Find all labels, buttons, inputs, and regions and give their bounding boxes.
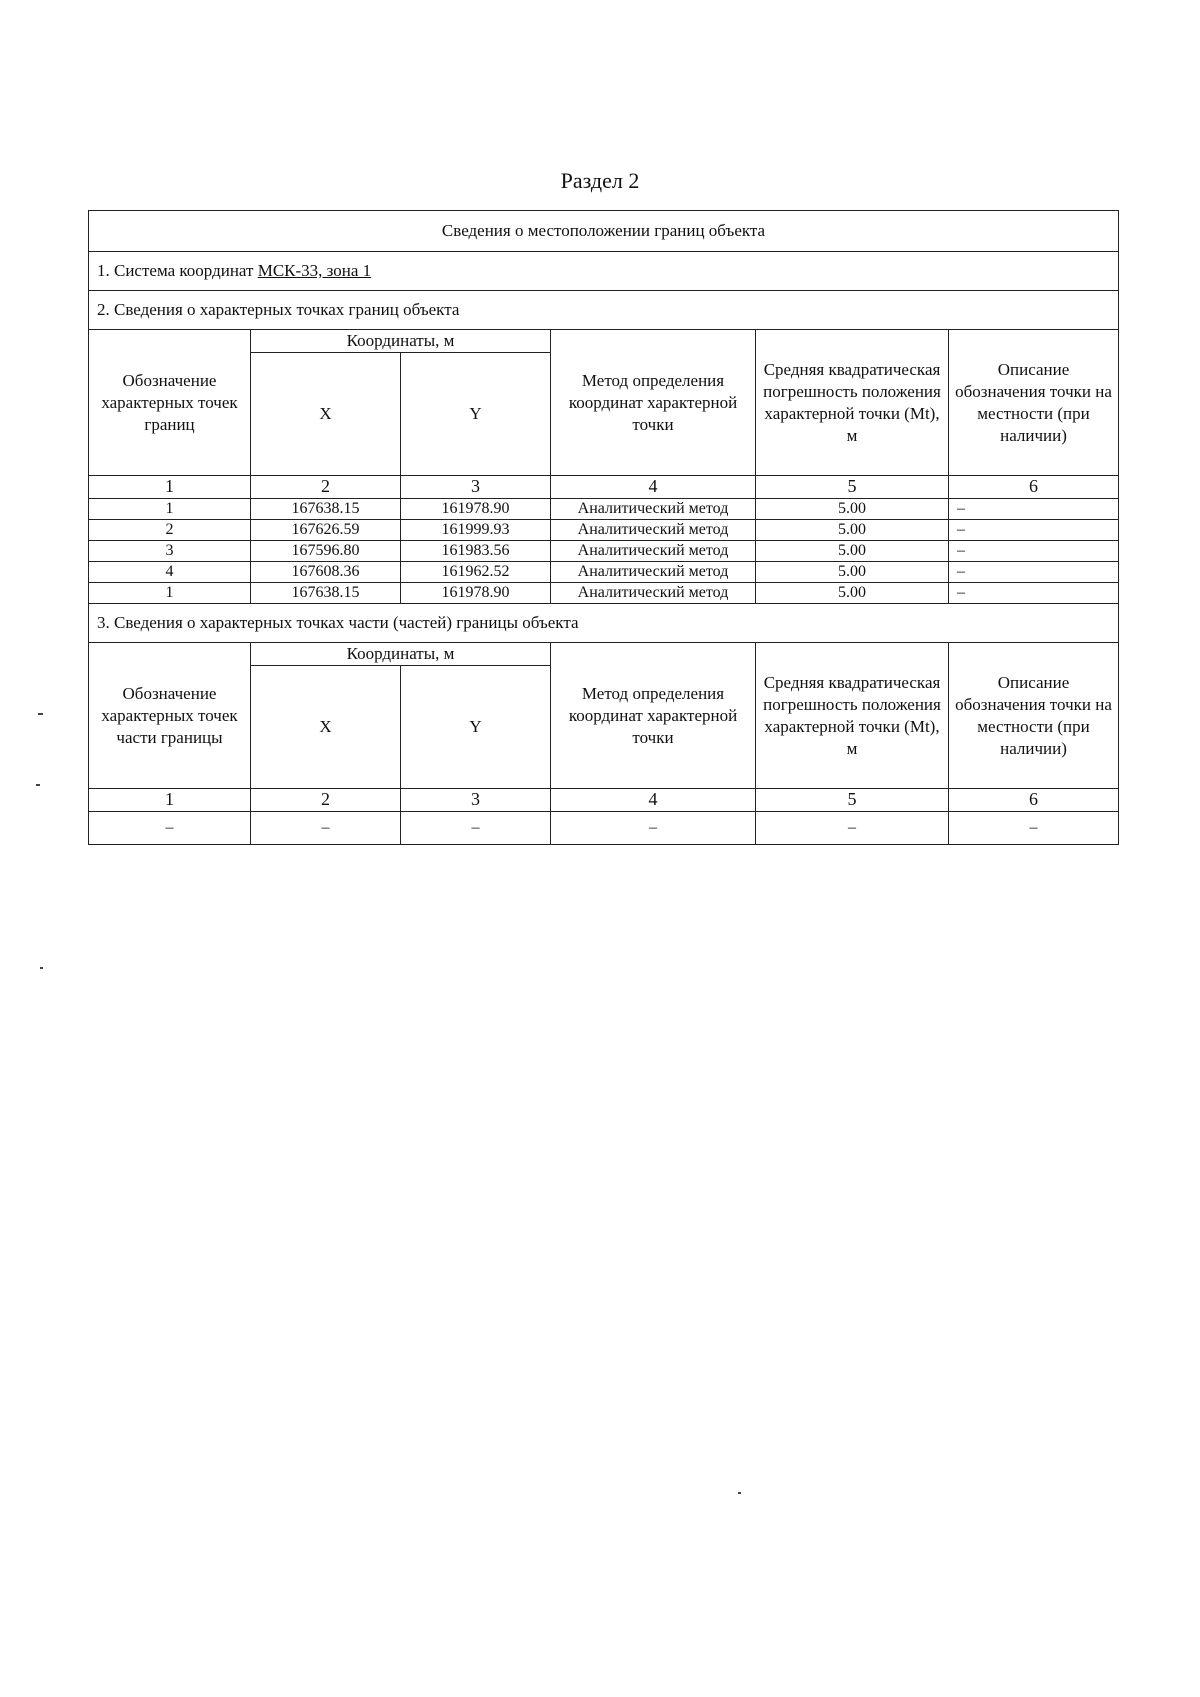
description-cell: – [949, 812, 1119, 845]
header-error: Средняя квадратическая погрешность положения характерной точки (Mt), м [756, 330, 949, 476]
error-cell: 5.00 [756, 583, 949, 604]
point-cell: 3 [89, 541, 251, 562]
boundary-points-heading-row [89, 291, 1119, 330]
header-x: X [251, 666, 401, 789]
x-cell: – [251, 812, 401, 845]
header-coords: Координаты, м [251, 643, 551, 666]
coord-system-label: 1. Система координат [97, 260, 254, 280]
header-y: Y [401, 353, 551, 476]
column-numbers-row [89, 476, 1119, 499]
header-error: Средняя квадратическая погрешность положения характерной точки (Mt), м [756, 643, 949, 789]
column-number: 3 [401, 476, 551, 499]
method-cell: Аналитический метод [551, 499, 756, 520]
column-number: 5 [756, 476, 949, 499]
error-cell: 5.00 [756, 520, 949, 541]
table-row [89, 499, 1119, 520]
x-cell: 167626.59 [251, 520, 401, 541]
description-cell: – [949, 499, 1119, 520]
error-cell: – [756, 812, 949, 845]
x-cell: 167638.15 [251, 499, 401, 520]
error-cell: 5.00 [756, 541, 949, 562]
header-y: Y [401, 666, 551, 789]
header-method: Метод определения координат характерной точки [551, 330, 756, 476]
description-cell: – [949, 562, 1119, 583]
y-cell: 161978.90 [401, 583, 551, 604]
table-title-row [89, 211, 1119, 252]
column-number: 4 [551, 789, 756, 812]
x-cell: 167608.36 [251, 562, 401, 583]
error-cell: 5.00 [756, 562, 949, 583]
error-cell: 5.00 [756, 499, 949, 520]
column-number: 1 [89, 476, 251, 499]
description-cell: – [949, 541, 1119, 562]
coord-system-row [89, 252, 1119, 291]
section-title: Раздел 2 [560, 168, 640, 193]
y-cell: 161962.52 [401, 562, 551, 583]
column-number: 2 [251, 476, 401, 499]
point-cell: 2 [89, 520, 251, 541]
column-number: 3 [401, 789, 551, 812]
point-cell: 4 [89, 562, 251, 583]
method-cell: Аналитический метод [551, 541, 756, 562]
header-method: Метод определения координат характерной точки [551, 643, 756, 789]
point-cell: – [89, 812, 251, 845]
column-number: 6 [949, 789, 1119, 812]
x-cell: 167596.80 [251, 541, 401, 562]
y-cell: 161978.90 [401, 499, 551, 520]
boundary-info-table [88, 210, 1119, 845]
column-number: 6 [949, 476, 1119, 499]
header-designation: Обозначение характерных точек границ [89, 330, 251, 476]
method-cell: Аналитический метод [551, 583, 756, 604]
header-coords: Координаты, м [251, 330, 551, 353]
description-cell: – [949, 583, 1119, 604]
header-x: X [251, 353, 401, 476]
y-cell: 161999.93 [401, 520, 551, 541]
header-description: Описание обозначения точки на местности (при наличии) [949, 330, 1119, 476]
method-cell: Аналитический метод [551, 520, 756, 541]
column-number: 5 [756, 789, 949, 812]
column-number: 1 [89, 789, 251, 812]
description-cell: – [949, 520, 1119, 541]
part-boundary-heading: 3. Сведения о характерных точках части (частей) границы объекта [89, 604, 1119, 643]
table-title: Сведения о местоположении границ объекта [89, 211, 1119, 252]
table-row [89, 541, 1119, 562]
y-cell: 161983.56 [401, 541, 551, 562]
table-row [89, 562, 1119, 583]
header-designation: Обозначение характерных точек части границы [89, 643, 251, 789]
part-boundary-heading-row [89, 604, 1119, 643]
boundary-points-heading: 2. Сведения о характерных точках границ объекта [89, 291, 1119, 330]
method-cell: – [551, 812, 756, 845]
x-cell: 167638.15 [251, 583, 401, 604]
method-cell: Аналитический метод [551, 562, 756, 583]
column-numbers-row [89, 789, 1119, 812]
point-cell: 1 [89, 583, 251, 604]
column-number: 2 [251, 789, 401, 812]
y-cell: – [401, 812, 551, 845]
table-row [89, 812, 1119, 845]
coord-system-value: МСК-33, зона 1 [257, 260, 372, 280]
column-number: 4 [551, 476, 756, 499]
table-row [89, 520, 1119, 541]
table-row [89, 583, 1119, 604]
header-description: Описание обозначения точки на местности (при наличии) [949, 643, 1119, 789]
point-cell: 1 [89, 499, 251, 520]
